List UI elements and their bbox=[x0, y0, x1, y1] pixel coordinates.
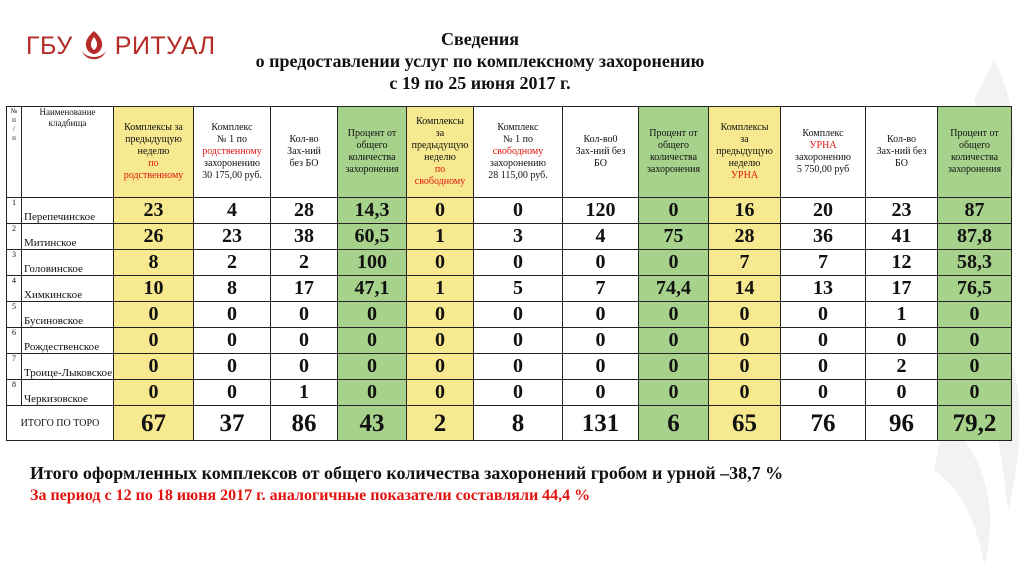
cell-complex-free: 0 bbox=[474, 380, 563, 406]
cell-count-free: 0 bbox=[563, 328, 639, 354]
header-complex-free: Комплекс № 1 по свободному захоронению 28 115,00 руб. bbox=[474, 107, 563, 198]
cell-count-urn: 41 bbox=[866, 224, 938, 250]
flame-leaf-icon bbox=[79, 29, 109, 63]
header-prev-week-urn: Комплексы за предыдущую неделю УРНА bbox=[709, 107, 781, 198]
cell-prev-week-free: 0 bbox=[407, 250, 474, 276]
header-count-related: Кол-во Зах-ний без БО bbox=[271, 107, 338, 198]
cell-count-related: 1 bbox=[271, 380, 338, 406]
cell-complex-related: 23 bbox=[194, 224, 271, 250]
cell-count-urn: 0 bbox=[866, 380, 938, 406]
services-table bbox=[6, 106, 1012, 441]
total-label: ИТОГО ПО ТОРО bbox=[7, 406, 114, 441]
cell-percent-related: 0 bbox=[338, 302, 407, 328]
cell-complex-free: 0 bbox=[474, 354, 563, 380]
cell-percent-free: 0 bbox=[639, 302, 709, 328]
cell-prev-week-free: 0 bbox=[407, 302, 474, 328]
cell-complex-free: 3 bbox=[474, 224, 563, 250]
cell-prev-week-free: 0 bbox=[407, 328, 474, 354]
cell-prev-week-related: 23 bbox=[114, 198, 194, 224]
header-percent-free: Процент от общего количества захоронения bbox=[639, 107, 709, 198]
cemetery-name: Рождественское bbox=[22, 328, 114, 354]
cell-prev-week-related: 8 bbox=[114, 250, 194, 276]
cell-complex-related: 0 bbox=[194, 354, 271, 380]
cell-count-related: 28 bbox=[271, 198, 338, 224]
row-number: 8 bbox=[7, 380, 22, 406]
cell-prev-week-urn: 14 bbox=[709, 276, 781, 302]
cemetery-name: Бусиновское bbox=[22, 302, 114, 328]
cell-prev-week-urn: 0 bbox=[709, 302, 781, 328]
cell-count-urn: 1 bbox=[866, 302, 938, 328]
total-count-urn: 96 bbox=[866, 406, 938, 441]
cell-count-urn: 23 bbox=[866, 198, 938, 224]
row-number: 2 bbox=[7, 224, 22, 250]
summary-previous-period: За период с 12 по 18 июня 2017 г. аналогичные показатели составляли 44,4 % bbox=[30, 487, 591, 504]
total-count-related: 86 bbox=[271, 406, 338, 441]
title-line-2: о предоставлении услуг по комплексному захоронению bbox=[255, 51, 705, 71]
header-prev-week-free: Комплексы за предыдущую неделю по свободному bbox=[407, 107, 474, 198]
row-number: 3 bbox=[7, 250, 22, 276]
cell-prev-week-free: 1 bbox=[407, 276, 474, 302]
total-prev-week-related: 67 bbox=[114, 406, 194, 441]
header-complex-related: Комплекс № 1 по родственному захоронению 30 175,00 руб. bbox=[194, 107, 271, 198]
cell-prev-week-free: 0 bbox=[407, 380, 474, 406]
total-complex-free: 8 bbox=[474, 406, 563, 441]
cell-prev-week-free: 0 bbox=[407, 354, 474, 380]
cell-count-urn: 2 bbox=[866, 354, 938, 380]
cell-complex-free: 0 bbox=[474, 198, 563, 224]
logo-text-left: ГБУ bbox=[26, 31, 73, 60]
header-percent-related: Процент от общего количества захоронения bbox=[338, 107, 407, 198]
cell-percent-related: 60,5 bbox=[338, 224, 407, 250]
header-complex-urn: Комплекс УРНА захоронению 5 750,00 руб bbox=[781, 107, 866, 198]
cell-percent-urn: 0 bbox=[938, 302, 1012, 328]
cell-percent-free: 0 bbox=[639, 380, 709, 406]
cell-count-related: 2 bbox=[271, 250, 338, 276]
cell-complex-urn: 20 bbox=[781, 198, 866, 224]
row-number: 5 bbox=[7, 302, 22, 328]
cell-complex-urn: 7 bbox=[781, 250, 866, 276]
cell-complex-free: 5 bbox=[474, 276, 563, 302]
table-row bbox=[7, 328, 1012, 354]
total-prev-week-free: 2 bbox=[407, 406, 474, 441]
cell-count-free: 0 bbox=[563, 354, 639, 380]
cell-percent-urn: 87 bbox=[938, 198, 1012, 224]
cell-percent-related: 0 bbox=[338, 380, 407, 406]
cell-prev-week-urn: 0 bbox=[709, 380, 781, 406]
cell-percent-free: 74,4 bbox=[639, 276, 709, 302]
cell-complex-related: 4 bbox=[194, 198, 271, 224]
cell-count-related: 38 bbox=[271, 224, 338, 250]
cell-percent-urn: 0 bbox=[938, 328, 1012, 354]
cell-count-related: 17 bbox=[271, 276, 338, 302]
table-row bbox=[7, 224, 1012, 250]
cell-prev-week-related: 0 bbox=[114, 354, 194, 380]
cell-percent-urn: 87,8 bbox=[938, 224, 1012, 250]
cell-count-urn: 12 bbox=[866, 250, 938, 276]
table-row bbox=[7, 354, 1012, 380]
cemetery-name: Митинское bbox=[22, 224, 114, 250]
cell-percent-urn: 76,5 bbox=[938, 276, 1012, 302]
cell-complex-free: 0 bbox=[474, 250, 563, 276]
cell-prev-week-related: 0 bbox=[114, 380, 194, 406]
cell-complex-urn: 0 bbox=[781, 354, 866, 380]
row-number: 1 bbox=[7, 198, 22, 224]
cell-count-urn: 17 bbox=[866, 276, 938, 302]
cell-complex-related: 2 bbox=[194, 250, 271, 276]
table-row bbox=[7, 198, 1012, 224]
header-cemetery-name: Наименование кладбища bbox=[22, 107, 114, 198]
cell-prev-week-related: 26 bbox=[114, 224, 194, 250]
header-prev-week-related: Комплексы за предыдущую неделю по родственному bbox=[114, 107, 194, 198]
cell-complex-related: 0 bbox=[194, 302, 271, 328]
cell-count-free: 0 bbox=[563, 302, 639, 328]
cell-count-related: 0 bbox=[271, 354, 338, 380]
cell-prev-week-related: 0 bbox=[114, 302, 194, 328]
cell-percent-related: 100 bbox=[338, 250, 407, 276]
cell-complex-urn: 0 bbox=[781, 328, 866, 354]
table-row bbox=[7, 302, 1012, 328]
row-number: 4 bbox=[7, 276, 22, 302]
cell-percent-related: 47,1 bbox=[338, 276, 407, 302]
cell-complex-urn: 13 bbox=[781, 276, 866, 302]
cell-prev-week-urn: 0 bbox=[709, 354, 781, 380]
table-row bbox=[7, 250, 1012, 276]
row-number: 7 bbox=[7, 354, 22, 380]
cell-percent-urn: 0 bbox=[938, 380, 1012, 406]
title-line-3: с 19 по 25 июня 2017 г. bbox=[389, 73, 571, 93]
row-number: 6 bbox=[7, 328, 22, 354]
cell-complex-free: 0 bbox=[474, 302, 563, 328]
cell-count-related: 0 bbox=[271, 328, 338, 354]
header-percent-urn: Процент от общего количества захоронения bbox=[938, 107, 1012, 198]
header-num: № п / п bbox=[7, 107, 22, 198]
cell-percent-free: 0 bbox=[639, 328, 709, 354]
total-complex-urn: 76 bbox=[781, 406, 866, 441]
total-complex-related: 37 bbox=[194, 406, 271, 441]
cell-complex-urn: 0 bbox=[781, 380, 866, 406]
cell-percent-free: 0 bbox=[639, 198, 709, 224]
header-row bbox=[7, 107, 1012, 198]
cell-prev-week-free: 0 bbox=[407, 198, 474, 224]
logo-text-right: РИТУАЛ bbox=[114, 31, 216, 60]
cell-complex-related: 8 bbox=[194, 276, 271, 302]
cell-percent-related: 14,3 bbox=[338, 198, 407, 224]
cell-percent-related: 0 bbox=[338, 354, 407, 380]
cell-prev-week-related: 10 bbox=[114, 276, 194, 302]
total-percent-free: 6 bbox=[639, 406, 709, 441]
cell-count-free: 4 bbox=[563, 224, 639, 250]
header-count-urn: Кол-во Зах-ний без БО bbox=[866, 107, 938, 198]
cell-complex-related: 0 bbox=[194, 380, 271, 406]
total-count-free: 131 bbox=[563, 406, 639, 441]
cemetery-name: Троице-Лыковское bbox=[22, 354, 114, 380]
title-line-1: Сведения bbox=[440, 29, 520, 49]
page-title bbox=[180, 28, 780, 94]
cell-count-free: 120 bbox=[563, 198, 639, 224]
cell-percent-related: 0 bbox=[338, 328, 407, 354]
total-percent-related: 43 bbox=[338, 406, 407, 441]
cell-count-related: 0 bbox=[271, 302, 338, 328]
table-row bbox=[7, 276, 1012, 302]
cell-percent-free: 75 bbox=[639, 224, 709, 250]
cell-percent-free: 0 bbox=[639, 250, 709, 276]
cell-prev-week-urn: 0 bbox=[709, 328, 781, 354]
table-row bbox=[7, 380, 1012, 406]
header-count-free: Кол-во0 Зах-ний без БО bbox=[563, 107, 639, 198]
cell-percent-urn: 58,3 bbox=[938, 250, 1012, 276]
cemetery-name: Головинское bbox=[22, 250, 114, 276]
cell-count-free: 0 bbox=[563, 380, 639, 406]
cell-count-free: 0 bbox=[563, 250, 639, 276]
cell-prev-week-urn: 16 bbox=[709, 198, 781, 224]
cemetery-name: Перепечинское bbox=[22, 198, 114, 224]
cell-count-free: 7 bbox=[563, 276, 639, 302]
cell-complex-urn: 36 bbox=[781, 224, 866, 250]
cell-prev-week-urn: 7 bbox=[709, 250, 781, 276]
cell-prev-week-related: 0 bbox=[114, 328, 194, 354]
cell-prev-week-urn: 28 bbox=[709, 224, 781, 250]
cell-complex-urn: 0 bbox=[781, 302, 866, 328]
summary-total-percent: Итого оформленных комплексов от общего количества захоронений гробом и урной –38,7 % bbox=[30, 463, 784, 483]
cell-prev-week-free: 1 bbox=[407, 224, 474, 250]
total-row bbox=[7, 406, 1012, 441]
cell-percent-free: 0 bbox=[639, 354, 709, 380]
cemetery-name: Химкинское bbox=[22, 276, 114, 302]
cell-complex-free: 0 bbox=[474, 328, 563, 354]
total-prev-week-urn: 65 bbox=[709, 406, 781, 441]
total-percent-urn: 79,2 bbox=[938, 406, 1012, 441]
cell-count-urn: 0 bbox=[866, 328, 938, 354]
cemetery-name: Черкизовское bbox=[22, 380, 114, 406]
cell-percent-urn: 0 bbox=[938, 354, 1012, 380]
cell-complex-related: 0 bbox=[194, 328, 271, 354]
